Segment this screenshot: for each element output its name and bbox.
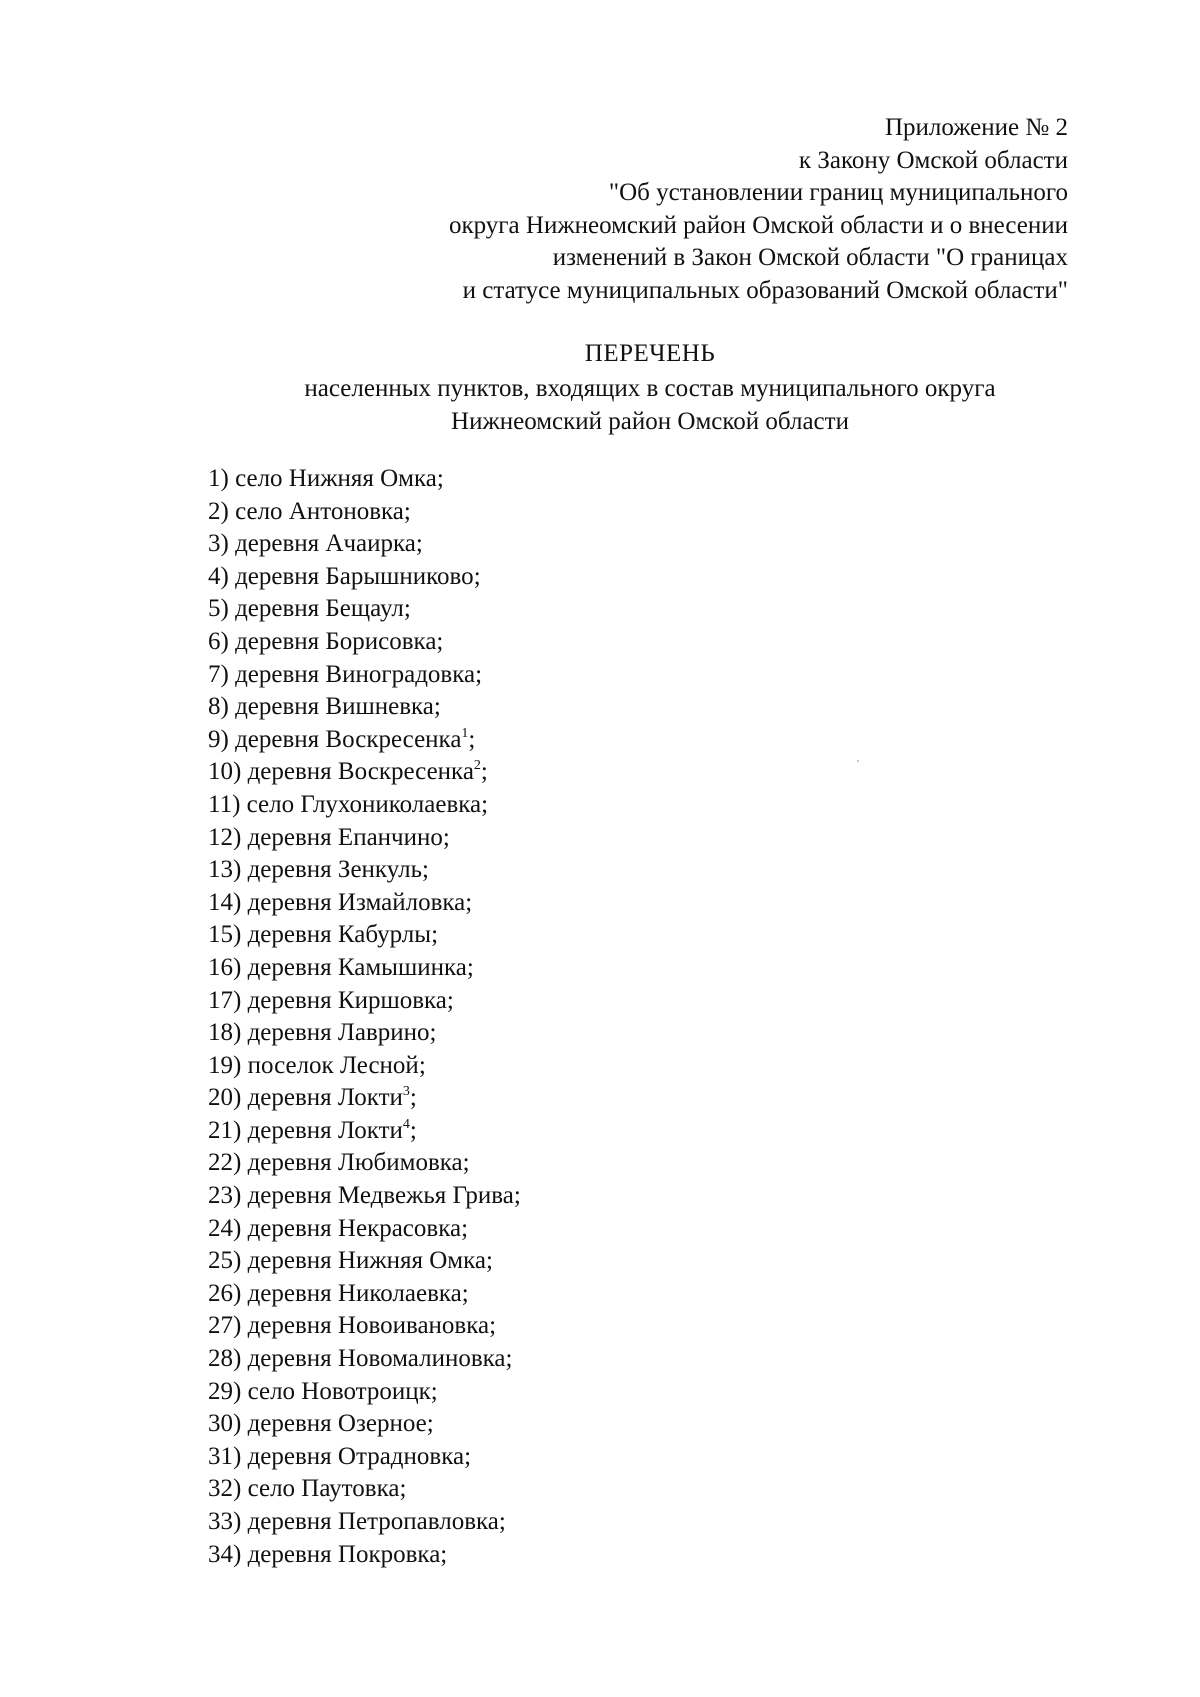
list-item-terminator: ; [462,1149,470,1177]
list-item-terminator: ; [480,758,488,786]
document-subtitle-line-1: населенных пунктов, входящих в состав муниципального округа [304,375,996,402]
document-title-block [200,337,1100,438]
list-item-terminator: ; [426,1410,434,1438]
list-item [208,561,908,594]
list-item-terminator: ; [481,790,489,818]
appendix-number: Приложение № 2 [884,114,1068,141]
list-item-terminator: ; [442,823,450,851]
list-item-text: 1) село Нижняя Омка [208,465,437,492]
list-item-terminator: ; [409,1084,417,1112]
list-item-text: 28) деревня Новомалиновка [208,1345,506,1373]
footnote-marker: 4 [402,1116,410,1132]
list-item [208,659,908,692]
list-item-text: 24) деревня Некрасовка [208,1214,462,1242]
list-item-text: 26) деревня Николаевка [208,1279,462,1307]
list-item [208,822,908,855]
list-item [208,1408,908,1441]
list-item [208,1343,908,1376]
list-item-text: 27) деревня Новоивановка [208,1312,490,1340]
footnote-marker: 2 [473,758,481,774]
appendix-law-title-line-4: и статусе муниципальных образований Омской области" [462,276,1068,304]
list-item-text: 11) село Глухониколаевка [208,790,482,818]
list-item-text: 31) деревня Отрадновка [208,1442,465,1470]
list-item [208,789,908,822]
list-item-text: 29) село Новотроицк [208,1377,431,1405]
list-item-text: 21) деревня Локти [208,1116,403,1144]
list-item [208,1539,908,1572]
list-item-text: 19) поселок Лесной [208,1051,419,1079]
appendix-law-ref: к Закону Омской области [798,146,1068,174]
list-item-terminator: ; [465,888,473,916]
list-item-text: 14) деревня Измайловка [208,888,466,916]
list-item [208,496,908,529]
list-item-terminator: ; [418,1051,426,1079]
list-item [208,887,908,920]
list-item [208,1278,908,1311]
list-item [208,1376,908,1409]
list-item-text: 2) село Антоновка [208,497,404,525]
list-item-terminator: ; [430,1377,438,1405]
appendix-law-title-line-3: изменений в Закон Омской области "О границах [552,244,1068,271]
list-item [208,919,908,952]
footnote-marker: 1 [461,725,469,741]
list-item [208,1310,908,1343]
list-item [208,1441,908,1474]
list-item-terminator: ; [513,1182,521,1210]
list-item [208,1017,908,1050]
appendix-law-title-line-2: округа Нижнеомский район Омской области и о внесении [448,211,1068,239]
list-item-text: 32) село Паутовка [208,1475,400,1503]
document-title: ПЕРЕЧЕНЬ [584,340,716,367]
list-item-terminator: ; [489,1312,497,1340]
list-item-terminator: ; [464,1442,472,1470]
list-item-terminator: ; [505,1345,513,1373]
appendix-header [308,112,1068,307]
list-item-text: 8) деревня Вишневка [208,693,434,721]
list-item-terminator: ; [446,986,454,1014]
settlements-list [208,463,908,1571]
list-item-text: 15) деревня Кабурлы [208,921,432,949]
list-item-terminator: ; [422,856,429,884]
list-item-text: 22) деревня Любимовка [208,1149,463,1177]
list-item-terminator: ; [486,1247,493,1275]
list-item-terminator: ; [415,530,423,558]
list-item [208,1180,908,1213]
list-item-text: 34) деревня Покровка [208,1540,441,1568]
list-item-terminator: ; [436,465,444,492]
list-item [208,626,908,659]
list-item-text: 6) деревня Борисовка [208,627,437,655]
list-item-text: 33) деревня Петропавловка [208,1508,499,1535]
list-item [208,1082,908,1115]
list-item [208,724,908,757]
list-item-text: 4) деревня Барышниково [208,562,474,590]
list-item-terminator: ; [431,921,439,949]
list-item-text: 17) деревня Киршовка [208,986,447,1014]
appendix-law-title-line-1: "Об установлении границ муниципального [608,179,1068,206]
list-item-text: 10) деревня Воскресенка [208,758,474,786]
list-item-text: 13) деревня Зенкуль [208,856,422,884]
list-item-terminator: ; [475,660,483,688]
document-subtitle-line-2: Нижнеомский район Омской области [451,408,849,435]
list-item [208,1147,908,1180]
list-item [208,593,908,626]
list-item-terminator: ; [498,1508,506,1535]
list-item [208,1473,908,1506]
list-item-text: 18) деревня Лаврино [208,1019,430,1047]
list-item-terminator: ; [473,562,481,590]
list-item-text: 5) деревня Бещаул [208,595,404,623]
list-item [208,756,908,789]
list-item-text: 9) деревня Воскресенка [208,725,462,753]
list-item-terminator: ; [403,595,411,623]
list-item-text: 30) деревня Озерное [208,1410,427,1438]
list-item-terminator: ; [409,1116,417,1144]
list-item-text: 20) деревня Локти [208,1084,403,1112]
list-item-text: 12) деревня Епанчино [208,823,443,851]
list-item-text: 7) деревня Виноградовка [208,660,476,688]
list-item [208,985,908,1018]
list-item [208,854,908,887]
list-item [208,691,908,724]
list-item [208,1245,908,1278]
list-item-text: 23) деревня Медвежья Грива [208,1182,514,1210]
list-item-text: 3) деревня Ачаирка [208,530,416,558]
list-item [208,528,908,561]
list-item [208,1115,908,1148]
list-item-terminator: ; [440,1540,448,1568]
list-item [208,1506,908,1539]
list-item [208,463,908,496]
list-item-terminator: ; [461,1279,469,1307]
list-item-text: 16) деревня Камышинка [208,953,467,981]
scan-artifact [857,760,859,762]
list-item-terminator: ; [399,1475,407,1503]
list-item-text: 25) деревня Нижняя Омка [208,1247,486,1275]
list-item [208,1213,908,1246]
list-item-terminator: ; [429,1019,437,1047]
footnote-marker: 3 [402,1084,410,1100]
list-item-terminator: ; [436,627,444,655]
list-item-terminator: ; [466,953,474,981]
list-item [208,952,908,985]
list-item-terminator: ; [403,497,411,525]
list-item-terminator: ; [433,693,441,721]
list-item-terminator: ; [468,725,476,753]
list-item-terminator: ; [461,1214,469,1242]
list-item [208,1050,908,1083]
